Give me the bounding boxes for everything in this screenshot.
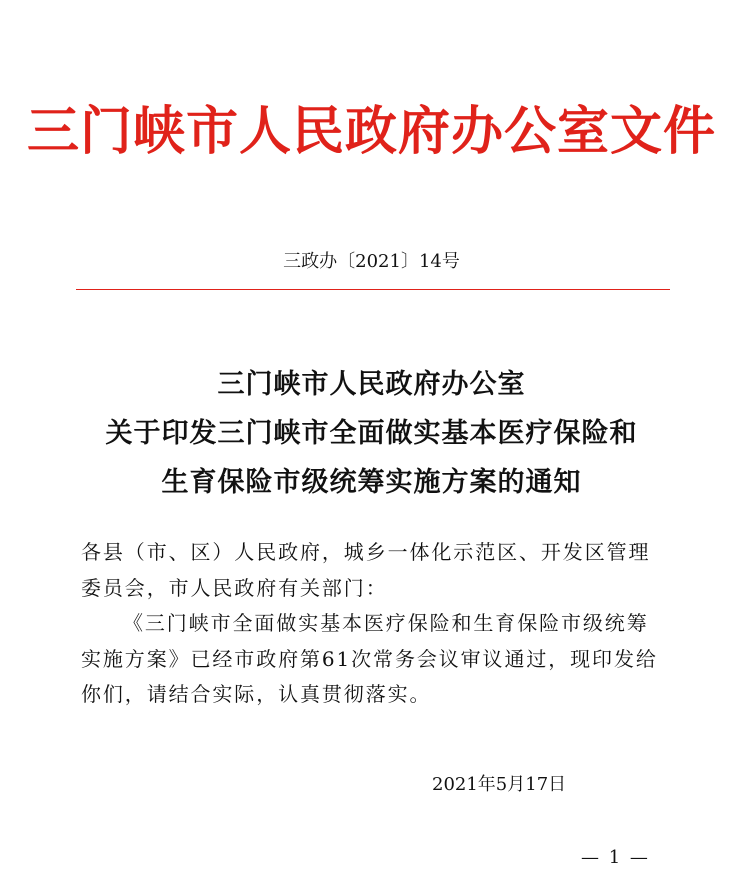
title-line-1: 三门峡市人民政府办公室: [217, 369, 526, 400]
issue-date: 2021年5月17日: [432, 774, 567, 795]
notice-title: [0, 360, 743, 507]
red-divider-line: [76, 289, 670, 290]
document-number: 三政办〔2021〕14号: [283, 251, 460, 272]
addressee-line: 各县（市、区）人民政府，城乡一体化示范区、开发区管理委员会，市人民政府有关部门：: [81, 540, 651, 600]
title-line-3: 生育保险市级统筹实施方案的通知: [161, 467, 582, 498]
page-number: — 1 —: [581, 847, 650, 868]
body-paragraph: 《三门峡市全面做实基本医疗保险和生育保险市级统筹实施方案》已经市政府第61次常务会议审议通过，现印发给你们，请结合实际，认真贯彻落实。: [81, 611, 658, 706]
document-masthead: 三门峡市人民政府办公室文件: [26, 101, 716, 162]
title-line-2: 关于印发三门峡市全面做实基本医疗保险和: [105, 418, 638, 449]
notice-body: [81, 535, 663, 713]
